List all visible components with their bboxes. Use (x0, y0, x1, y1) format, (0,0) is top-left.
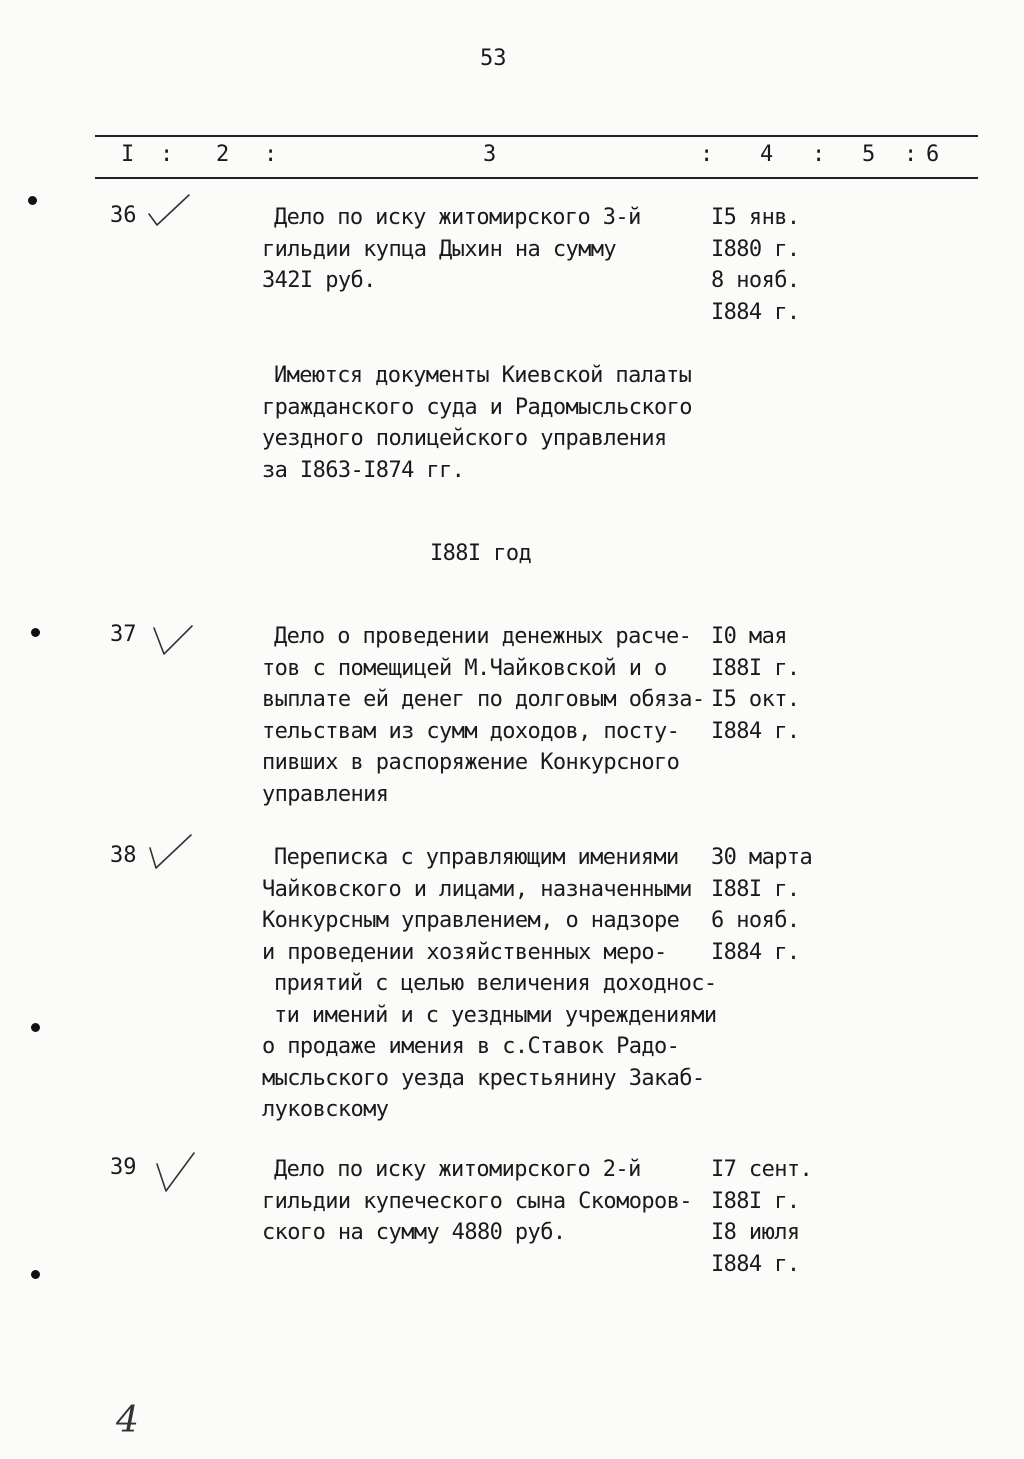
description-line: Чайковского и лицами, назначенными (262, 876, 692, 902)
date-line: I884 г. (711, 939, 800, 965)
description-line: тельствам из сумм доходов, посту- (262, 718, 680, 744)
date-line: I884 г. (711, 1251, 800, 1277)
column-separator: : (264, 142, 278, 167)
column-4-header: 4 (760, 142, 774, 167)
date-line: I0 мая (711, 624, 787, 649)
header-top-rule (95, 135, 978, 137)
description-line: тов с помещицей М.Чайковской и о (262, 655, 667, 681)
date-line: I88I г. (711, 1188, 800, 1214)
entry-38-number: 38 (110, 843, 137, 868)
header-bottom-rule (95, 177, 978, 179)
description-line: гильдии купца Дыхин на сумму (262, 236, 617, 262)
column-6-header: 6 (926, 142, 940, 167)
punch-hole (31, 1270, 40, 1279)
punch-hole (28, 196, 37, 205)
page-number: 53 (480, 46, 507, 71)
description-line: мысльского уезда крестьянину Закаб- (262, 1065, 705, 1091)
archive-note (262, 360, 722, 486)
check-mark-icon (146, 832, 194, 872)
entry-36-dates (711, 202, 831, 328)
date-line: I5 окт. (711, 687, 800, 712)
handwritten-number: 4 (116, 1400, 139, 1441)
note-line: Имеются документы Киевской палаты (274, 363, 692, 388)
description-line: управления (262, 781, 389, 807)
entry-39-dates (711, 1154, 831, 1280)
entry-38-dates (711, 842, 831, 968)
date-line: 8 нояб. (711, 268, 800, 293)
entry-36-number: 36 (110, 203, 137, 228)
column-separator: : (812, 142, 826, 167)
date-line: I884 г. (711, 718, 800, 744)
entry-39-number: 39 (110, 1155, 137, 1180)
check-mark-icon (146, 192, 192, 230)
entry-38-description (262, 842, 717, 1126)
description-line: приятий с целью величения доходнос- (274, 971, 717, 996)
entry-36-description (262, 202, 712, 297)
description-line: Дело о проведении денежных расче- (274, 624, 692, 649)
column-3-header: 3 (483, 142, 497, 167)
date-line: I88I г. (711, 655, 800, 681)
description-line: Дело по иску житомирского 2-й (274, 1157, 641, 1182)
punch-hole (31, 1023, 40, 1032)
description-line: и проведении хозяйственных меро- (262, 939, 667, 965)
description-line: гильдии купеческого сына Скоморов- (262, 1188, 692, 1214)
column-separator: : (700, 142, 714, 167)
date-line: I884 г. (711, 299, 800, 325)
date-line: I88I г. (711, 876, 800, 902)
column-1-header: I (121, 142, 135, 167)
handwritten-sheet-number (116, 1400, 139, 1441)
entry-37-dates (711, 621, 831, 747)
description-line: луковскому (262, 1097, 389, 1122)
column-5-header: 5 (862, 142, 876, 167)
date-line: I5 янв. (711, 205, 800, 230)
description-line: ского на сумму 4880 руб. (262, 1220, 566, 1245)
punch-hole (31, 628, 40, 637)
date-line: 6 нояб. (711, 908, 800, 933)
description-line: Дело по иску житомирского 3-й (274, 205, 641, 230)
entry-37-description (262, 621, 714, 810)
description-line: 342I руб. (262, 268, 376, 293)
description-line: Переписка с управляющим имениями (274, 845, 679, 870)
check-mark-icon (152, 1150, 198, 1194)
note-line: гражданского суда и Радомысльского (262, 394, 692, 420)
entry-37-number: 37 (110, 622, 137, 647)
description-line: о продаже имения в с.Ставок Радо- (262, 1034, 680, 1059)
date-line: I7 сент. (711, 1157, 813, 1182)
entry-39-description (262, 1154, 714, 1249)
description-line: ти имений и с уездными учреждениями (274, 1002, 717, 1028)
date-line: 30 марта (711, 845, 813, 870)
description-line: выплате ей денег по долговым обяза- (262, 687, 705, 712)
description-line: Конкурсным управлением, о надзоре (262, 908, 680, 933)
date-line: I8 июля (711, 1220, 800, 1245)
column-2-header: 2 (216, 142, 230, 167)
date-line: I880 г. (711, 236, 800, 262)
check-mark-icon (150, 622, 196, 658)
note-line: уездного полицейского управления (262, 426, 667, 451)
description-line: пивших в распоряжение Конкурсного (262, 750, 680, 775)
column-separator: : (904, 142, 918, 167)
note-line: за I863-I874 гг. (262, 457, 465, 483)
year-heading: I88I год (430, 541, 532, 566)
column-separator: : (160, 142, 174, 167)
